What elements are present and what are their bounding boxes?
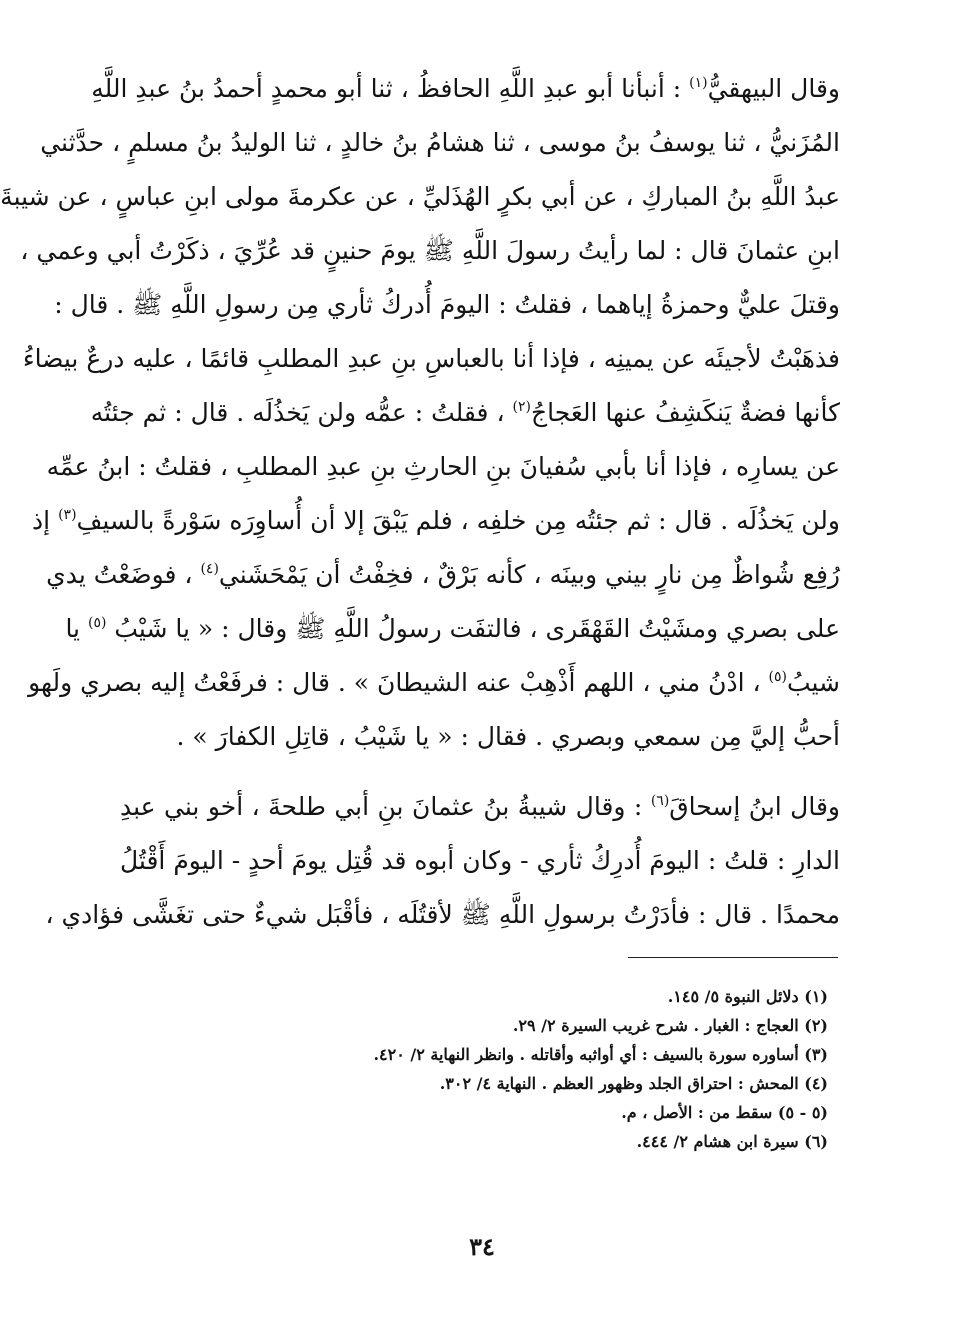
paragraph-gap [120,764,840,780]
text-line-p1-12 [28,656,840,710]
footnote-marker: (٤) [200,561,219,577]
text-line-p1-7 [90,386,840,440]
line-text: عبدُ اللَّهِ بنُ المباركِ ، عن أبي بكرٍ الهُذَليِّ ، عن عكرمةَ مولى ابنِ عباسٍ ، عن شيبةَ [0,182,840,211]
text-line-p2-3 [45,888,840,942]
text-line-p1-10 [46,548,840,602]
main-text [0,62,840,942]
footnote-marker: (٢) [512,399,531,415]
line-text: ابنِ عثمانَ قال : لما رأيتُ رسولَ اللَّهِ ﷺ يومَ حنينٍ قد عُرِّيَ ، ذكَرْتُ أبي وعمي ، [20,236,840,265]
line-text: محمدًا . قال : فأدَرْتُ برسولِ اللَّهِ ﷺ لأقتُلَه ، فأقْبَل شيءٌ حتى تغَشَّى فؤادي ، [45,900,840,929]
line-text: على بصري ومشَيْتُ القَهْقَرى ، فالتفَت رسولُ اللَّهِ ﷺ وقال : « يا شَيْبُ [106,614,840,643]
text-line-p1-3 [0,170,840,224]
line-text: يا [65,614,88,643]
line-text: ، ادْنُ مني ، اللهم أَذْهِبْ عنه الشيطانَ » . قال : فرفَعْتُ إليه بصري ولَهو [28,668,769,697]
line-text: المُزَنيُّ ، ثنا يوسفُ بنُ موسى ، ثنا هشامُ بنُ خالدٍ ، ثنا الوليدُ بنُ مسلمٍ ، حدَّثني [40,128,840,157]
text-line-p1-8 [46,440,840,494]
line-text: ولن يَخذُلَه . قال : ثم جئتُه مِن خلفِه ، فلم يَبْقَ إلا أن أُساوِرَه سَوْرةً بالسيفِ [76,506,840,535]
line-text: رُفِع شُواظٌ مِن نارٍ بيني وبينَه ، كأنه بَرْقٌ ، فخِفْتُ أن يَمْحَشَني [218,560,840,589]
line-text: فذهَبْتُ لأجيئَه عن يمينِه ، فإذا أنا بالعباسِ بنِ عبدِ المطلبِ قائمًا ، عليه درعٌ بيضاءُ [22,344,840,373]
text-line-p2-1 [120,780,840,834]
footnote-marker: (٣) [58,507,77,523]
line-text: عن يسارِه ، فإذا أنا بأبي سُفيانَ بنِ الحارثِ بنِ عبدِ المطلبِ ، فقلتُ : ابنُ عمِّه [46,452,840,481]
footnote-4: (٤) المحش : احتراق الجلد وظهور العظم . النهاية ٤/ ٣٠٢. [439,1074,828,1093]
footnote-separator [628,957,838,958]
text-line-p1-11 [65,602,840,656]
line-text: إذ [32,506,59,535]
footnote-marker: (٦) [650,793,670,809]
text-line-p1-6 [22,332,840,386]
footnote-marker: (٥) [768,669,787,685]
text-line-p2-2 [120,834,840,888]
footnote-5: (٥ - ٥) سقط من : الأصل ، م. [621,1103,828,1122]
footnote-marker: (١) [689,75,708,91]
line-text: وقتلَ عليٌّ وحمزةُ إياهما ، فقلتُ : اليومَ أُدركُ ثأري مِن رسولِ اللَّهِ ﷺ . قال : [54,290,840,319]
text-line-p1-5 [54,278,840,332]
text-line-p1-2 [40,116,840,170]
line-text: : أنبأنا أبو عبدِ اللَّهِ الحافظُ ، ثنا أبو محمدٍ أحمدُ بنُ عبدِ اللَّهِ [91,74,690,103]
line-text: وقال ابنُ إسحاقَ [669,792,840,821]
page-number: ٣٤ [469,1232,495,1261]
line-text: الدارِ : قلتُ : اليومَ أُدرِكُ ثأري - وكان أبوه قد قُتِل يومَ أحدٍ - اليومَ أَقْتُلُ [120,846,840,875]
footnote-1: (١) دلائل النبوة ٥/ ١٤٥. [667,987,828,1006]
footnote-2: (٢) العجاج : الغبار . شرح غريب السيرة ٢/ ٢٩. [512,1016,828,1035]
footnotes [268,982,828,1156]
line-text: شيبُ [786,668,840,697]
text-line-p1-9 [32,494,840,548]
line-text: وقال البيهقيُّ [707,74,840,103]
line-text: أحبُّ إليَّ مِن سمعي وبصري . فقال : « يا شَيْبُ ، قاتِلِ الكفارَ » . [176,722,840,751]
text-line-p1-1 [91,62,840,116]
line-text: كأنها فضةٌ يَنكَشِفُ عنها العَجاجُ [530,398,840,427]
text-line-p1-13 [120,710,840,764]
footnote-6: (٦) سيرة ابن هشام ٢/ ٤٤٤. [636,1132,828,1151]
line-text: ، فوضَعْتُ يدي [46,560,201,589]
text-line-p1-4 [20,224,840,278]
footnote-marker: (٥) [87,615,107,631]
line-text: ، فقلتُ : عمُّه ولن يَخذُلَه . قال : ثم جئتُه [90,398,513,427]
line-text: : وقال شيبةُ بنُ عثمانَ بنِ أبي طلحةَ ، أخو بني عبدِ [120,792,651,821]
footnote-3: (٣) أساوره سورة بالسيف : أي أواثبه وأقاتله . وانظر النهاية ٢/ ٤٢٠. [373,1045,828,1064]
